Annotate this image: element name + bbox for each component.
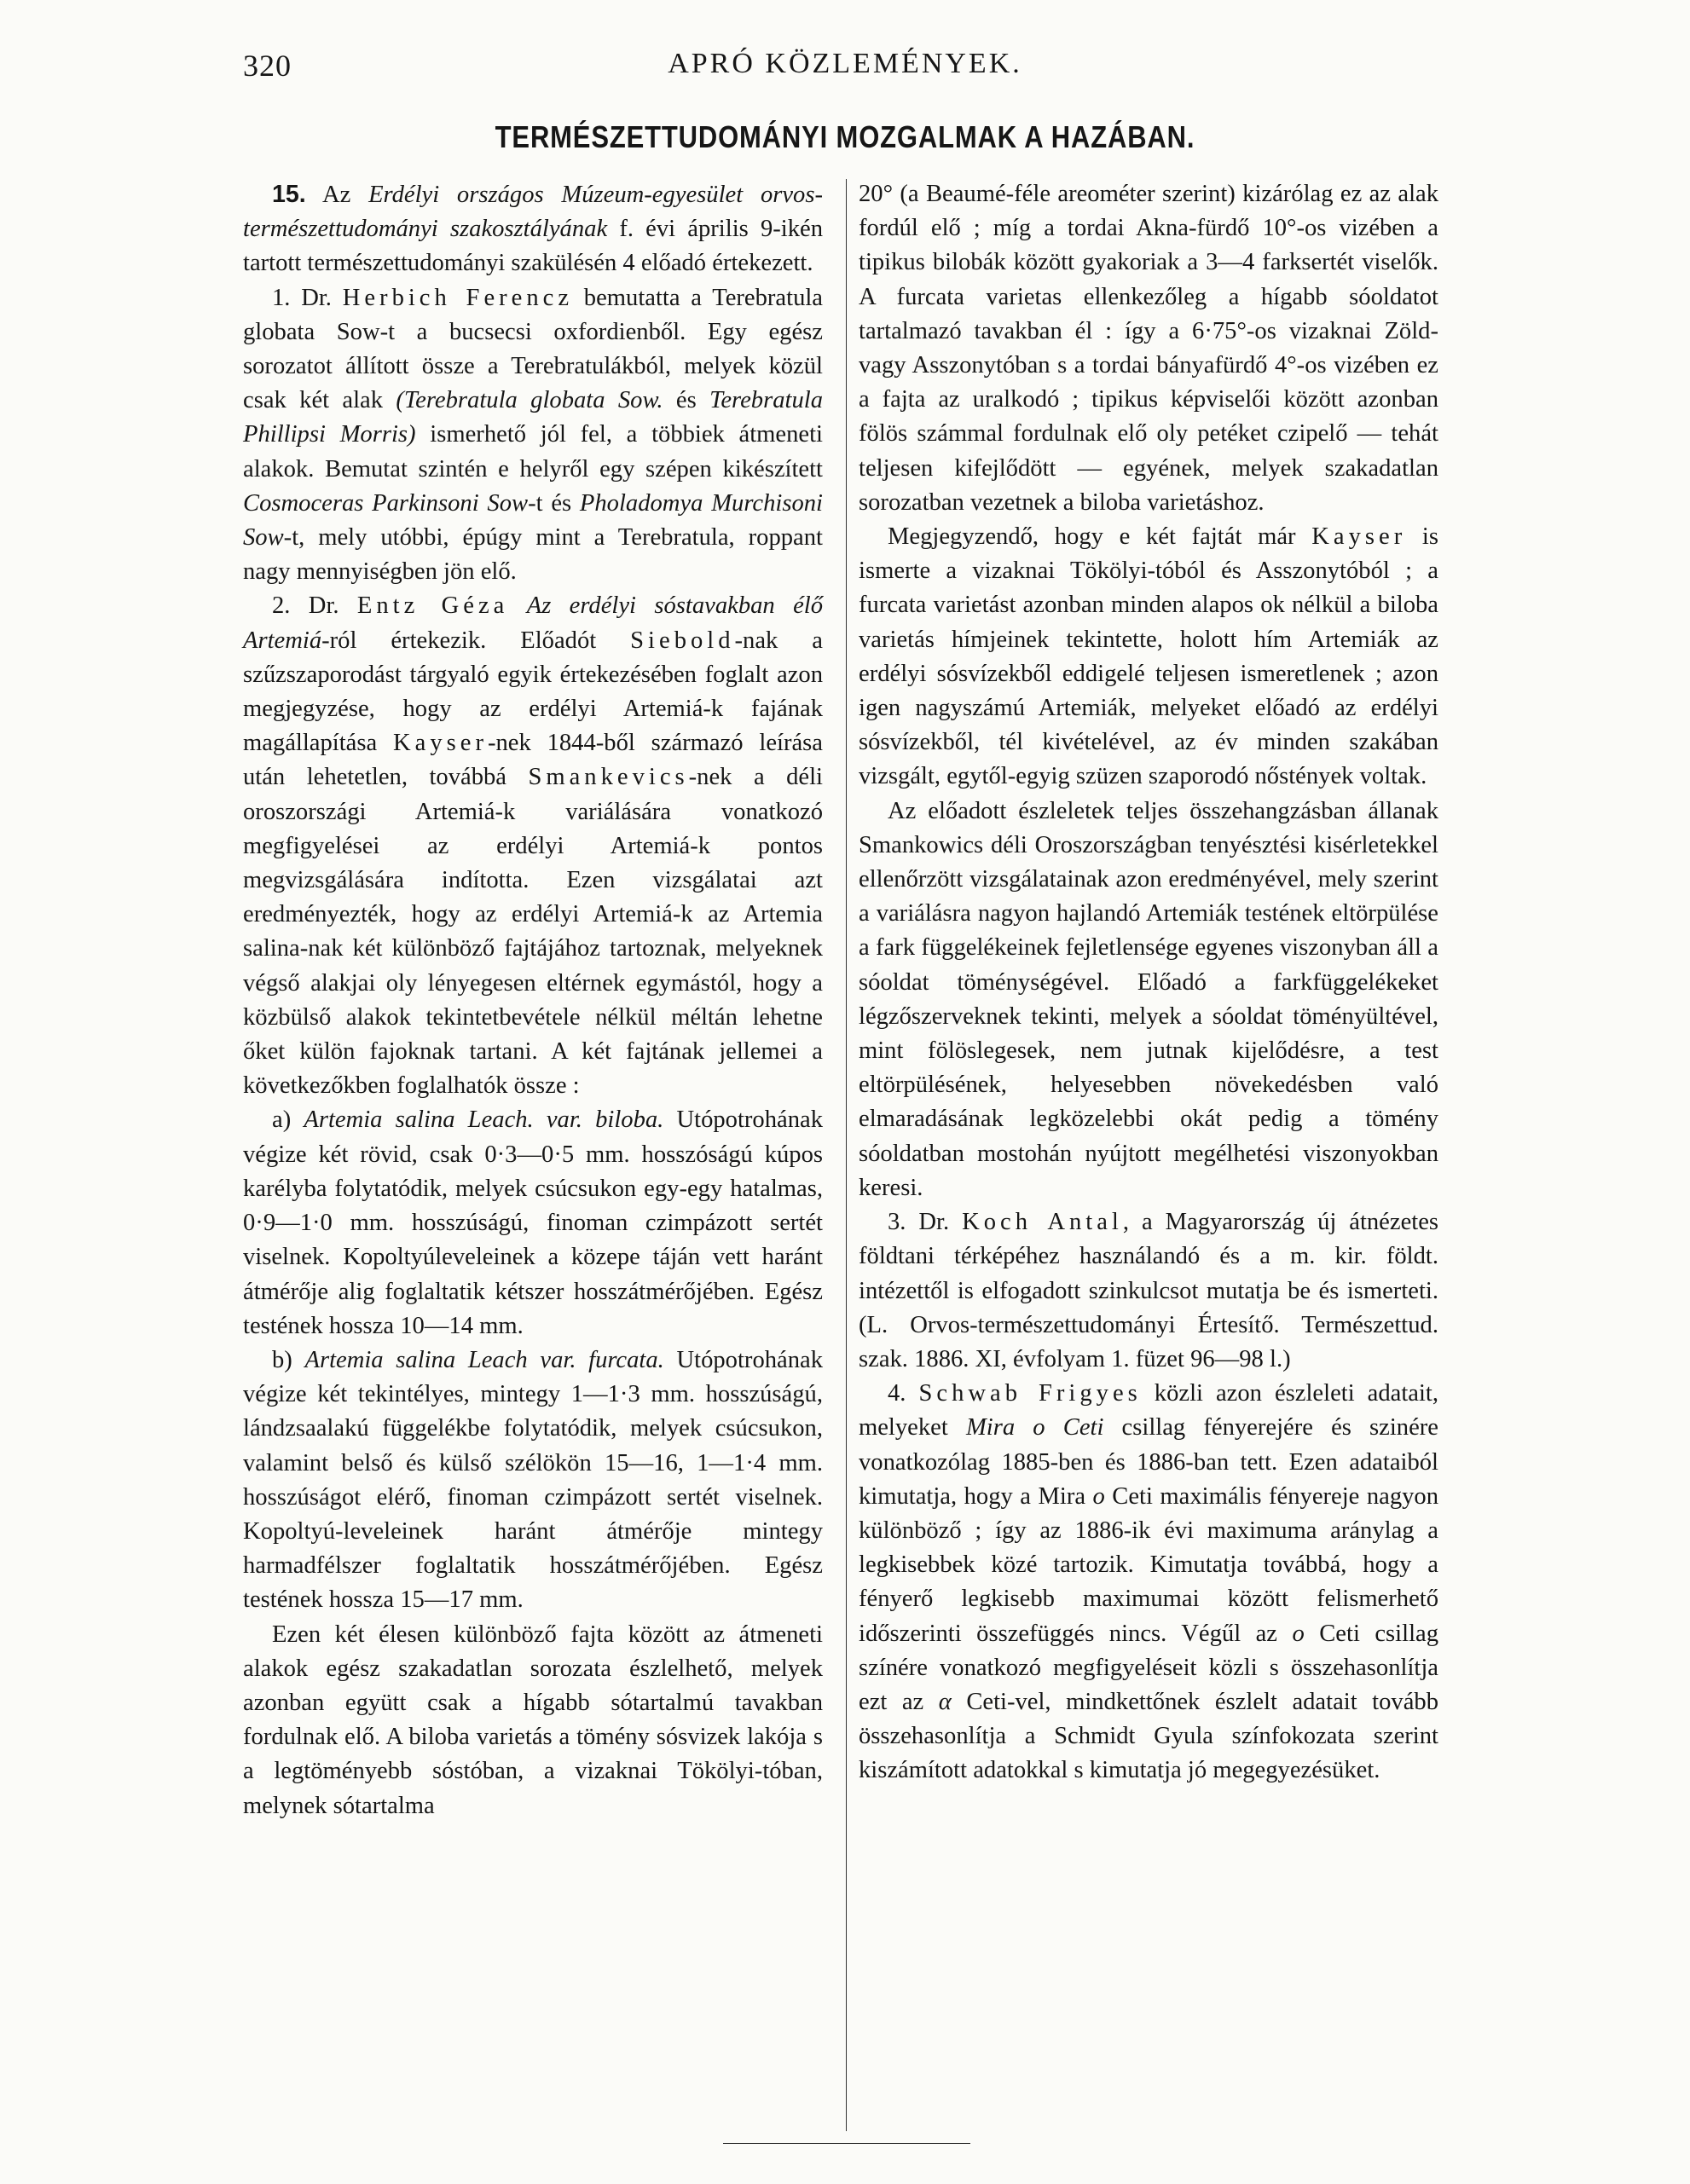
text-run: -t, mely utóbbi, épúgy mint a Terebratula, roppant nagy mennyiségben jön elő. xyxy=(243,524,823,586)
text-run: -t és xyxy=(528,489,580,517)
paragraph-schwab xyxy=(859,1377,1438,1788)
author-name: Smankevics xyxy=(528,764,689,791)
text-run: a) xyxy=(272,1106,304,1134)
text-run: Ceti maximális fényereje nagyon különböző ; így az 1886-ik évi maximuma aránylag a legkisebbek közé tartozik. Kimutatja továbbá, hogy a fényerő legkisebb maximumai között felismerhető időszerinti összefüggés nincs. Végűl az xyxy=(859,1482,1439,1647)
text-run: bemutatta a Terebratula globata Sow-t a bucsecsi oxfordienből. Egy egész sorozatot állított össze a Terebratulákból, melyek közül csak két alak xyxy=(243,284,823,414)
paragraph-variety-a xyxy=(243,1103,823,1343)
text-run: , a Magyarország új átnézetes földtani térképéhez használandó és a m. kir. földt. intézettől is elfogadott szinkulcsot mutatja be és ismerteti. (L. Orvos-természettudományi Értesítő. Természettud. szak. 1886. XI, évfolyam 1. füzet 96—98 l.) xyxy=(859,1209,1439,1372)
paragraph-intro xyxy=(243,177,823,281)
lecture-title: Az erdélyi sóstavakban élő Artemiá xyxy=(243,592,823,654)
text-run xyxy=(508,592,526,619)
text-run: -nek a déli oroszországi Artemiá-k variálására vonatkozó megfigyelései az erdélyi Artemiá-k pontos megvizsgálására indította. Ezen vizsgálatai azt eredményezték, hogy az erdélyi Artemiá-k az Artemia salina-nak két különböző fajtájához tartoznak, melyeknek végső alakjai oly lényegesen eltérnek egymástól, hogy a közbülső alakok tekintetbevétele nélkül méltán lehetne őket külön fajoknak tartani. A két fajtának jellemei a következőkben foglalhatók össze : xyxy=(243,764,823,1100)
page-header xyxy=(243,48,1447,99)
paragraph-variety-b xyxy=(243,1343,823,1618)
text-run: f. évi április 9-ikén tartott természettudományi szakülésén 4 előadó értekezett. xyxy=(243,216,823,277)
paragraph-kayser xyxy=(859,520,1438,794)
text-run: Utópotrohának végize két rövid, csak 0·3—0·5 mm. hosszóságú kúpos karélyba folytatódik, melyek csúcsukon egy-egy hatalmas, 0·9—1·0 mm. hosszúságú, finoman czimpázott sertét viselnek. Kopoltyúleveleinek a közepe táján vett haránt átmérője alig foglaltatik kétszer hosszátmérőjében. Egész testének hossza 10—14 mm. xyxy=(243,1106,823,1339)
paragraph-transition: Ezen két élesen különböző fajta között az átmeneti alakok egész szakadatlan sorozata észlelhető, melyek azonban együtt csak a hígabb sótartalmú tavakban fordulnak elő. A biloba varietás a tömény sósvizek lakója s a legtöményebb sóstóban, a vizaknai Tökölyi-tóban, melynek sótartalma xyxy=(243,1621,823,1819)
text-run: csillag fényerejére és szinére vonatkozólag 1885-ben és 1886-ban tett. Ezen adataiból kimutatja, hogy a Mira xyxy=(859,1414,1439,1510)
running-title: APRÓ KÖZLEMÉNYEK. xyxy=(668,48,1022,79)
text-run: -ról értekezik. Előadót xyxy=(321,627,631,654)
text-run: Az xyxy=(305,182,369,208)
star-letter: α xyxy=(938,1688,952,1715)
text-run: 2. Dr. xyxy=(272,592,357,620)
author-name: Kayser xyxy=(393,730,488,757)
text-run: 1. Dr. xyxy=(272,284,343,311)
paragraph-entz xyxy=(243,589,823,1103)
species-name: (Terebratula globata Sow. xyxy=(396,387,663,414)
text-run: Megjegyzendő, hogy e két fajtát már xyxy=(888,523,1312,551)
species-name: Artemia salina Leach. var. biloba. xyxy=(304,1106,664,1134)
speaker-name: Schwab Frigyes xyxy=(918,1380,1142,1407)
paragraph-koch xyxy=(859,1205,1438,1377)
text-run: -nek 1844-ből származó leírása után lehetetlen, továbbá xyxy=(243,730,823,791)
text-run: Ceti-vel, mindkettőnek észlelt adatait tovább összehasonlítja a Schmidt Gyula színfokozata szerint kiszámított adatokkal s kimutatja jó megegyezésüket. xyxy=(859,1688,1439,1784)
footer-rule xyxy=(723,2143,970,2144)
paragraph-herbich xyxy=(243,281,823,590)
text-run: -nak a szűzszaporodást tárgyaló egyik értekezésében foglalt azon megjegyzése, hogy az erdélyi Artemiá-k fajának magállapítása xyxy=(243,627,823,757)
text-run: is ismerte a vizaknai Tökölyi-tóból és Asszonytóból ; a furcata varietást azonban minden alapos ok nélkül a biloba varietás hímjeinek tekintette, holott hím Artemiák az erdélyi sósvízekből eddigelé teljesen ismeretlenek ; azon igen nagyszámú Artemiák, melyeket előadó az erdélyi sósvízekből, tél kivételével, az év minden szakában vizsgált, egytől-egyig szüzen szaporodó nőstények voltak. xyxy=(859,523,1438,790)
text-run: 3. Dr. xyxy=(888,1209,963,1236)
item-number: 15. xyxy=(272,181,306,208)
species-name: Artemia salina Leach var. furcata. xyxy=(304,1346,664,1373)
speaker-name: Koch Antal xyxy=(962,1209,1123,1236)
star-letter: o xyxy=(1292,1620,1305,1647)
society-name: Erdélyi országos Múzeum-egyesület orvos-természettudományi szakosztályának xyxy=(243,182,824,243)
star-name: Mira o Ceti xyxy=(965,1414,1104,1442)
star-letter: o xyxy=(1092,1482,1105,1510)
text-run: b) xyxy=(272,1346,305,1373)
text-run: Ceti csillag színére vonatkozó megfigyeléseit közli s összehasonlítja ezt az xyxy=(859,1620,1438,1715)
author-name: Siebold xyxy=(630,627,735,654)
species-name: Terebratula Phillipsi Morris) xyxy=(243,387,823,448)
speaker-name: Entz Géza xyxy=(356,592,509,620)
species-name: Pholadomya Murchisoni Sow xyxy=(243,489,823,552)
text-run: 4. xyxy=(888,1380,919,1407)
section-title: TERMÉSZETTUDOMÁNYI MOZGALMAK A HAZÁBAN. xyxy=(495,119,1195,154)
paragraph-continued: 20° (a Beaumé-féle areométer szerint) kizárólag ez az alak fordúl elő ; míg a tordai Akna-fürdő 10°-os vizében a tipikus bilobák között gyakoriak a 3—4 farksertét viselők. A furcata varietas ellenkezőleg a hígabb sóoldatot tartalmazó tavakban él : így a 6·75°-os vizaknai Zöld- vagy Asszonytóban s a tordai bányafürdő 4°-os vizében ez a fajta az uralkodó ; tipikus képviselői között azonban fölös számmal fordulnak elő oly petéket czipelő — tehát teljesen kifejlődött — egyének, melyek szakadatlan sorozatban vezetnek a biloba varietáshoz. xyxy=(859,181,1438,516)
species-name: Cosmoceras Parkinsoni Sow xyxy=(243,489,529,517)
column-divider xyxy=(846,179,847,2131)
author-name: Kayser xyxy=(1311,523,1407,551)
text-run: Utópotrohának végize két tekintélyes, mintegy 1—1·3 mm. hosszúságú, lándzsaalakú függelékbe folytatódik, melyek csúcsukon, valamint belső és külső szélökön 15—16, 1—1·4 mm. hosszúságot elérő, finoman czimpázott sertét viselnek. Kopoltyú-leveleinek haránt átmérője mintegy harmadfélszer foglaltatik hosszátmérőjében. Egész testének hossza 15—17 mm. xyxy=(243,1346,824,1614)
text-run: és xyxy=(663,387,710,414)
speaker-name: Herbich Ferencz xyxy=(342,284,574,311)
right-column xyxy=(859,177,1438,1788)
text-run: közli azon észleleti adatait, melyeket xyxy=(859,1380,1439,1442)
text-run: ismerhető jól fel, a többiek átmeneti alakok. Bemutat szintén e helyről egy szépen kikészített xyxy=(243,421,823,482)
page-number: 320 xyxy=(243,49,292,83)
left-column xyxy=(243,177,823,1823)
paragraph-observations: Az előadott észleletek teljes összehangzásban állanak Smankowics déli Oroszországban tenyésztési kisérletekkel ellenőrzött vizsgálatainak azon eredményével, mely szerint a variálásra nagyon hajlandó Artemiák testének eltörpülése a fark függelékeinek fejletlensége egyenes viszonyban áll a sóoldat töménységével. Előadó a farkfüggelékeket légzőszerveknek tekinti, melyek a sóoldat töményültével, mint fölöslegesek, nem jutnak kijelődésre, a test eltörpülésének, helyesebben növekedésben való elmaradásának legközelebbi okát pedig a tömény sóoldatban mostohán nyújtott megélhetési viszonyokban keresi. xyxy=(859,797,1438,1201)
